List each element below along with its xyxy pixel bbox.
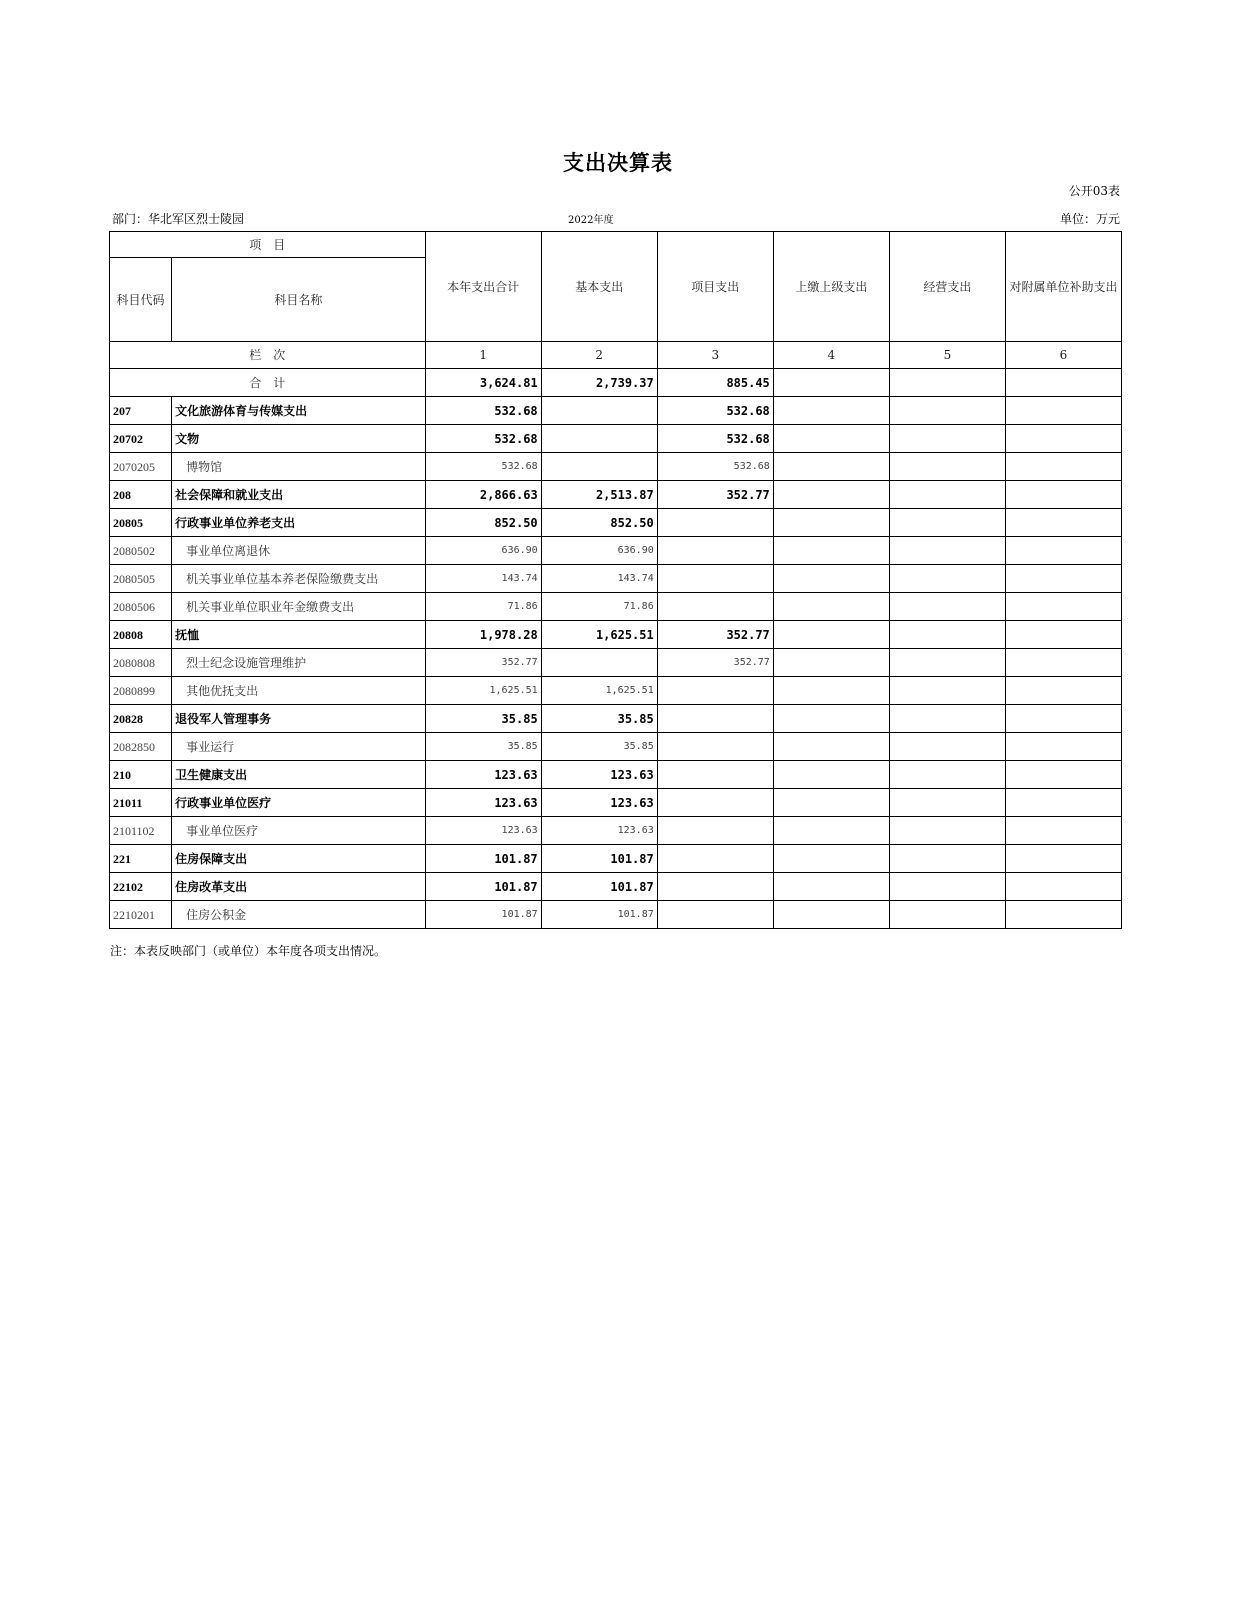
amount-cell bbox=[541, 649, 657, 677]
subject-name: 事业单位离退休 bbox=[172, 537, 426, 565]
amount-cell bbox=[773, 537, 889, 565]
amount-cell: 123.63 bbox=[541, 789, 657, 817]
subject-name: 博物馆 bbox=[172, 453, 426, 481]
subject-name: 行政事业单位养老支出 bbox=[172, 509, 426, 537]
amount-cell: 101.87 bbox=[541, 901, 657, 929]
table-row bbox=[110, 537, 1122, 565]
table-row bbox=[110, 733, 1122, 761]
amount-cell bbox=[1005, 593, 1121, 621]
column-number: 4 bbox=[773, 342, 889, 369]
amount-cell bbox=[657, 817, 773, 845]
amount-cell bbox=[773, 621, 889, 649]
table-note: 注：本表反映部门（或单位）本年度各项支出情况。 bbox=[110, 944, 387, 958]
amount-cell bbox=[889, 677, 1005, 705]
table-row bbox=[110, 509, 1122, 537]
amount-cell bbox=[773, 733, 889, 761]
header-col-3: 项目支出 bbox=[657, 232, 773, 342]
amount-cell bbox=[657, 845, 773, 873]
amount-cell: 143.74 bbox=[425, 565, 541, 593]
subject-code: 2082850 bbox=[110, 733, 172, 761]
amount-cell: 123.63 bbox=[425, 817, 541, 845]
subject-name: 机关事业单位职业年金缴费支出 bbox=[172, 593, 426, 621]
column-number: 6 bbox=[1005, 342, 1121, 369]
amount-cell: 2,513.87 bbox=[541, 481, 657, 509]
table-row bbox=[110, 649, 1122, 677]
expenditure-table bbox=[109, 231, 1122, 929]
table-row bbox=[110, 789, 1122, 817]
header-name: 科目名称 bbox=[172, 258, 426, 342]
amount-cell bbox=[773, 425, 889, 453]
header-col-1: 本年支出合计 bbox=[425, 232, 541, 342]
subject-code: 2080808 bbox=[110, 649, 172, 677]
amount-cell bbox=[773, 397, 889, 425]
amount-cell bbox=[657, 537, 773, 565]
subject-name: 烈士纪念设施管理维护 bbox=[172, 649, 426, 677]
column-number: 2 bbox=[541, 342, 657, 369]
amount-cell bbox=[773, 761, 889, 789]
subject-code: 20808 bbox=[110, 621, 172, 649]
amount-cell bbox=[889, 481, 1005, 509]
amount-cell: 1,625.51 bbox=[425, 677, 541, 705]
amount-cell bbox=[889, 453, 1005, 481]
amount-cell bbox=[889, 509, 1005, 537]
amount-cell bbox=[1005, 537, 1121, 565]
subject-name: 事业运行 bbox=[172, 733, 426, 761]
total-label: 合 计 bbox=[110, 369, 426, 397]
amount-cell bbox=[541, 453, 657, 481]
subject-name: 机关事业单位基本养老保险缴费支出 bbox=[172, 565, 426, 593]
total-value bbox=[889, 369, 1005, 397]
amount-cell: 35.85 bbox=[425, 705, 541, 733]
amount-cell bbox=[1005, 733, 1121, 761]
table-row bbox=[110, 481, 1122, 509]
amount-cell bbox=[889, 789, 1005, 817]
table-row bbox=[110, 873, 1122, 901]
amount-cell: 35.85 bbox=[541, 733, 657, 761]
subject-name: 文化旅游体育与传媒支出 bbox=[172, 397, 426, 425]
table-row bbox=[110, 593, 1122, 621]
amount-cell: 35.85 bbox=[425, 733, 541, 761]
total-value: 3,624.81 bbox=[425, 369, 541, 397]
amount-cell bbox=[773, 845, 889, 873]
amount-cell: 636.90 bbox=[425, 537, 541, 565]
subject-code: 2080506 bbox=[110, 593, 172, 621]
amount-cell: 532.68 bbox=[657, 425, 773, 453]
subject-name: 行政事业单位医疗 bbox=[172, 789, 426, 817]
amount-cell bbox=[889, 537, 1005, 565]
header-col-4: 上缴上级支出 bbox=[773, 232, 889, 342]
amount-cell: 532.68 bbox=[657, 397, 773, 425]
amount-cell bbox=[541, 397, 657, 425]
amount-cell: 101.87 bbox=[541, 845, 657, 873]
amount-cell bbox=[889, 845, 1005, 873]
amount-cell: 101.87 bbox=[541, 873, 657, 901]
table-row bbox=[110, 621, 1122, 649]
subject-name: 抚恤 bbox=[172, 621, 426, 649]
header-col-5: 经营支出 bbox=[889, 232, 1005, 342]
amount-cell: 852.50 bbox=[541, 509, 657, 537]
amount-cell bbox=[1005, 845, 1121, 873]
amount-cell: 352.77 bbox=[657, 621, 773, 649]
header-col-2: 基本支出 bbox=[541, 232, 657, 342]
subject-code: 21011 bbox=[110, 789, 172, 817]
total-row bbox=[110, 369, 1122, 397]
amount-cell bbox=[1005, 425, 1121, 453]
amount-cell bbox=[889, 593, 1005, 621]
column-number: 1 bbox=[425, 342, 541, 369]
amount-cell bbox=[657, 733, 773, 761]
amount-cell bbox=[889, 901, 1005, 929]
amount-cell bbox=[889, 817, 1005, 845]
amount-cell bbox=[1005, 509, 1121, 537]
form-number: 公开03表 bbox=[1068, 184, 1120, 198]
amount-cell bbox=[773, 649, 889, 677]
table-row bbox=[110, 677, 1122, 705]
amount-cell bbox=[889, 733, 1005, 761]
amount-cell: 352.77 bbox=[657, 649, 773, 677]
subject-code: 2080502 bbox=[110, 537, 172, 565]
amount-cell bbox=[1005, 649, 1121, 677]
subject-code: 2210201 bbox=[110, 901, 172, 929]
subject-code: 2101102 bbox=[110, 817, 172, 845]
amount-cell bbox=[889, 649, 1005, 677]
amount-cell bbox=[1005, 677, 1121, 705]
amount-cell bbox=[657, 789, 773, 817]
amount-cell bbox=[1005, 621, 1121, 649]
amount-cell bbox=[657, 901, 773, 929]
subject-name: 社会保障和就业支出 bbox=[172, 481, 426, 509]
amount-cell bbox=[657, 593, 773, 621]
column-number: 3 bbox=[657, 342, 773, 369]
amount-cell bbox=[1005, 453, 1121, 481]
amount-cell bbox=[889, 873, 1005, 901]
subject-code: 208 bbox=[110, 481, 172, 509]
column-index-label: 栏 次 bbox=[110, 342, 426, 369]
amount-cell: 1,625.51 bbox=[541, 621, 657, 649]
subject-code: 210 bbox=[110, 761, 172, 789]
table-row bbox=[110, 761, 1122, 789]
amount-cell: 123.63 bbox=[425, 789, 541, 817]
amount-cell bbox=[1005, 817, 1121, 845]
amount-cell bbox=[657, 509, 773, 537]
amount-cell bbox=[1005, 789, 1121, 817]
amount-cell bbox=[1005, 565, 1121, 593]
amount-cell: 1,625.51 bbox=[541, 677, 657, 705]
amount-cell: 636.90 bbox=[541, 537, 657, 565]
amount-cell bbox=[889, 397, 1005, 425]
amount-cell: 101.87 bbox=[425, 873, 541, 901]
amount-cell bbox=[657, 873, 773, 901]
header-col-6: 对附属单位补助支出 bbox=[1005, 232, 1121, 342]
amount-cell: 123.63 bbox=[541, 817, 657, 845]
total-value: 2,739.37 bbox=[541, 369, 657, 397]
amount-cell: 71.86 bbox=[425, 593, 541, 621]
header-code: 科目代码 bbox=[110, 258, 172, 342]
table-row bbox=[110, 425, 1122, 453]
subject-code: 2070205 bbox=[110, 453, 172, 481]
subject-code: 221 bbox=[110, 845, 172, 873]
amount-cell bbox=[657, 565, 773, 593]
amount-cell: 352.77 bbox=[425, 649, 541, 677]
table-row bbox=[110, 397, 1122, 425]
amount-cell: 143.74 bbox=[541, 565, 657, 593]
amount-cell bbox=[889, 425, 1005, 453]
table-row bbox=[110, 901, 1122, 929]
amount-cell bbox=[889, 621, 1005, 649]
amount-cell bbox=[657, 677, 773, 705]
subject-code: 2080505 bbox=[110, 565, 172, 593]
fiscal-year: 2022年度 bbox=[568, 215, 614, 226]
amount-cell bbox=[1005, 761, 1121, 789]
table-row bbox=[110, 565, 1122, 593]
amount-cell bbox=[773, 817, 889, 845]
subject-code: 20702 bbox=[110, 425, 172, 453]
amount-cell bbox=[773, 481, 889, 509]
amount-cell: 532.68 bbox=[657, 453, 773, 481]
amount-cell: 101.87 bbox=[425, 845, 541, 873]
amount-cell: 123.63 bbox=[425, 761, 541, 789]
amount-cell bbox=[773, 565, 889, 593]
page-title: 支出决算表 bbox=[563, 150, 673, 175]
subject-code: 20828 bbox=[110, 705, 172, 733]
amount-cell: 71.86 bbox=[541, 593, 657, 621]
amount-cell bbox=[773, 593, 889, 621]
column-number: 5 bbox=[889, 342, 1005, 369]
subject-code: 2080899 bbox=[110, 677, 172, 705]
amount-cell bbox=[889, 565, 1005, 593]
subject-name: 其他优抚支出 bbox=[172, 677, 426, 705]
amount-cell: 532.68 bbox=[425, 397, 541, 425]
amount-cell bbox=[1005, 901, 1121, 929]
amount-cell: 101.87 bbox=[425, 901, 541, 929]
subject-name: 事业单位医疗 bbox=[172, 817, 426, 845]
amount-cell: 123.63 bbox=[541, 761, 657, 789]
total-value: 885.45 bbox=[657, 369, 773, 397]
subject-name: 文物 bbox=[172, 425, 426, 453]
amount-cell: 532.68 bbox=[425, 425, 541, 453]
amount-cell bbox=[1005, 481, 1121, 509]
table-row bbox=[110, 817, 1122, 845]
header-project: 项 目 bbox=[110, 232, 426, 258]
subject-code: 22102 bbox=[110, 873, 172, 901]
amount-cell: 2,866.63 bbox=[425, 481, 541, 509]
subject-name: 住房保障支出 bbox=[172, 845, 426, 873]
amount-cell bbox=[773, 705, 889, 733]
department-label: 部门：华北军区烈士陵园 bbox=[112, 212, 245, 226]
amount-cell bbox=[1005, 873, 1121, 901]
amount-cell: 532.68 bbox=[425, 453, 541, 481]
table-row bbox=[110, 453, 1122, 481]
total-value bbox=[1005, 369, 1121, 397]
subject-name: 住房改革支出 bbox=[172, 873, 426, 901]
amount-cell bbox=[773, 789, 889, 817]
amount-cell bbox=[889, 761, 1005, 789]
subject-name: 退役军人管理事务 bbox=[172, 705, 426, 733]
amount-cell bbox=[541, 425, 657, 453]
amount-cell bbox=[773, 677, 889, 705]
amount-cell: 352.77 bbox=[657, 481, 773, 509]
subject-name: 住房公积金 bbox=[172, 901, 426, 929]
subject-name: 卫生健康支出 bbox=[172, 761, 426, 789]
amount-cell bbox=[773, 873, 889, 901]
table-row bbox=[110, 705, 1122, 733]
total-value bbox=[773, 369, 889, 397]
amount-cell bbox=[1005, 397, 1121, 425]
unit-label: 单位：万元 bbox=[1059, 212, 1120, 226]
amount-cell: 1,978.28 bbox=[425, 621, 541, 649]
subject-code: 207 bbox=[110, 397, 172, 425]
amount-cell: 852.50 bbox=[425, 509, 541, 537]
subject-code: 20805 bbox=[110, 509, 172, 537]
amount-cell bbox=[773, 509, 889, 537]
amount-cell bbox=[773, 453, 889, 481]
amount-cell bbox=[773, 901, 889, 929]
amount-cell bbox=[889, 705, 1005, 733]
amount-cell bbox=[657, 761, 773, 789]
amount-cell: 35.85 bbox=[541, 705, 657, 733]
amount-cell bbox=[657, 705, 773, 733]
amount-cell bbox=[1005, 705, 1121, 733]
table-row bbox=[110, 845, 1122, 873]
